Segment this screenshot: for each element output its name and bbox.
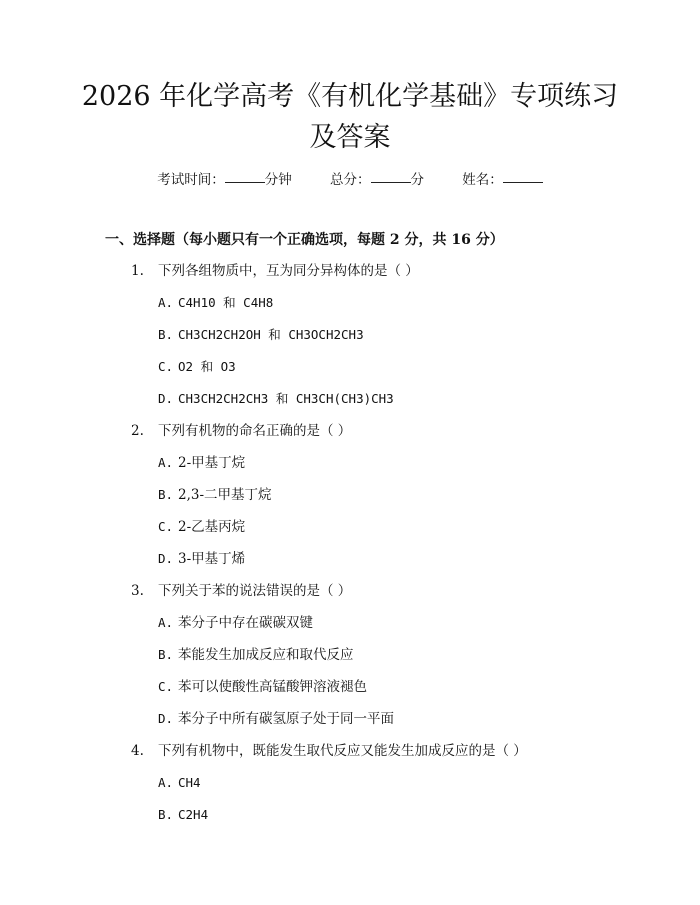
option-item	[158, 454, 245, 472]
option-text: 2-甲基丁烷	[178, 455, 246, 471]
question-text: 下列有机物中，既能发生取代反应又能发生加成反应的是（ ）	[158, 743, 527, 759]
option-letter: C.	[158, 519, 174, 534]
option-text: 2,3-二甲基丁烷	[178, 487, 272, 503]
option-text: 苯可以使酸性高锰酸钾溶液褪色	[178, 679, 367, 695]
time-label: 考试时间：	[157, 172, 225, 188]
option-letter: D.	[158, 551, 174, 566]
question-number: 3.	[131, 583, 144, 599]
title-line-2: 及答案	[309, 122, 391, 153]
time-blank	[225, 181, 265, 183]
question-number: 2.	[131, 423, 144, 439]
option-item	[158, 486, 272, 504]
option-item	[158, 294, 273, 312]
option-item	[158, 358, 236, 376]
option-item	[158, 678, 367, 696]
exam-time	[157, 168, 292, 188]
question-number: 4.	[131, 743, 144, 759]
question-text: 下列有机物的命名正确的是（ ）	[158, 423, 352, 439]
option-letter: B.	[158, 327, 174, 342]
option-item	[158, 646, 354, 664]
option-letter: D.	[158, 711, 174, 726]
page-title	[60, 76, 640, 158]
option-item	[158, 614, 313, 632]
exam-name	[462, 168, 543, 188]
option-text: 苯分子中存在碳碳双键	[178, 615, 313, 631]
option-item	[158, 550, 245, 568]
name-label: 姓名：	[462, 172, 503, 188]
option-letter: A.	[158, 295, 174, 310]
option-text: C4H10 和 C4H8	[178, 295, 274, 310]
score-unit: 分	[410, 172, 424, 188]
exam-score	[330, 168, 424, 188]
option-letter: B.	[158, 647, 174, 662]
option-text: O2 和 O3	[178, 359, 236, 374]
question-number: 1.	[131, 263, 144, 279]
option-item	[158, 326, 364, 344]
option-letter: A.	[158, 775, 174, 790]
option-letter: B.	[158, 807, 174, 822]
option-text: 3-甲基丁烯	[178, 551, 246, 567]
option-item	[158, 806, 208, 824]
option-item	[158, 518, 245, 536]
option-text: C2H4	[178, 807, 209, 822]
time-unit: 分钟	[264, 172, 292, 188]
option-text: CH3CH2CH2OH 和 CH3OCH2CH3	[178, 327, 364, 342]
option-item	[158, 710, 394, 728]
option-text: CH3CH2CH2CH3 和 CH3CH(CH3)CH3	[178, 391, 394, 406]
option-letter: A.	[158, 455, 174, 470]
option-text: 2-乙基丙烷	[178, 519, 246, 535]
question-text: 下列各组物质中，互为同分异构体的是（ ）	[158, 263, 419, 279]
option-text: CH4	[178, 775, 201, 790]
question-text: 下列关于苯的说法错误的是（ ）	[158, 583, 352, 599]
option-item	[158, 390, 394, 408]
section-heading: 一、选择题（每小题只有一个正确选项，每题 2 分，共 16 分）	[105, 232, 504, 248]
exam-meta	[0, 168, 700, 188]
option-letter: B.	[158, 487, 174, 502]
option-text: 苯能发生加成反应和取代反应	[178, 647, 354, 663]
option-letter: D.	[158, 391, 174, 406]
option-letter: A.	[158, 615, 174, 630]
score-label: 总分：	[330, 172, 371, 188]
name-blank	[503, 181, 543, 183]
option-text: 苯分子中所有碳氢原子处于同一平面	[178, 711, 394, 727]
option-letter: C.	[158, 359, 174, 374]
score-blank	[371, 181, 411, 183]
option-letter: C.	[158, 679, 174, 694]
title-line-1: 2026 年化学高考《有机化学基础》专项练习	[81, 81, 619, 112]
option-item	[158, 774, 201, 792]
